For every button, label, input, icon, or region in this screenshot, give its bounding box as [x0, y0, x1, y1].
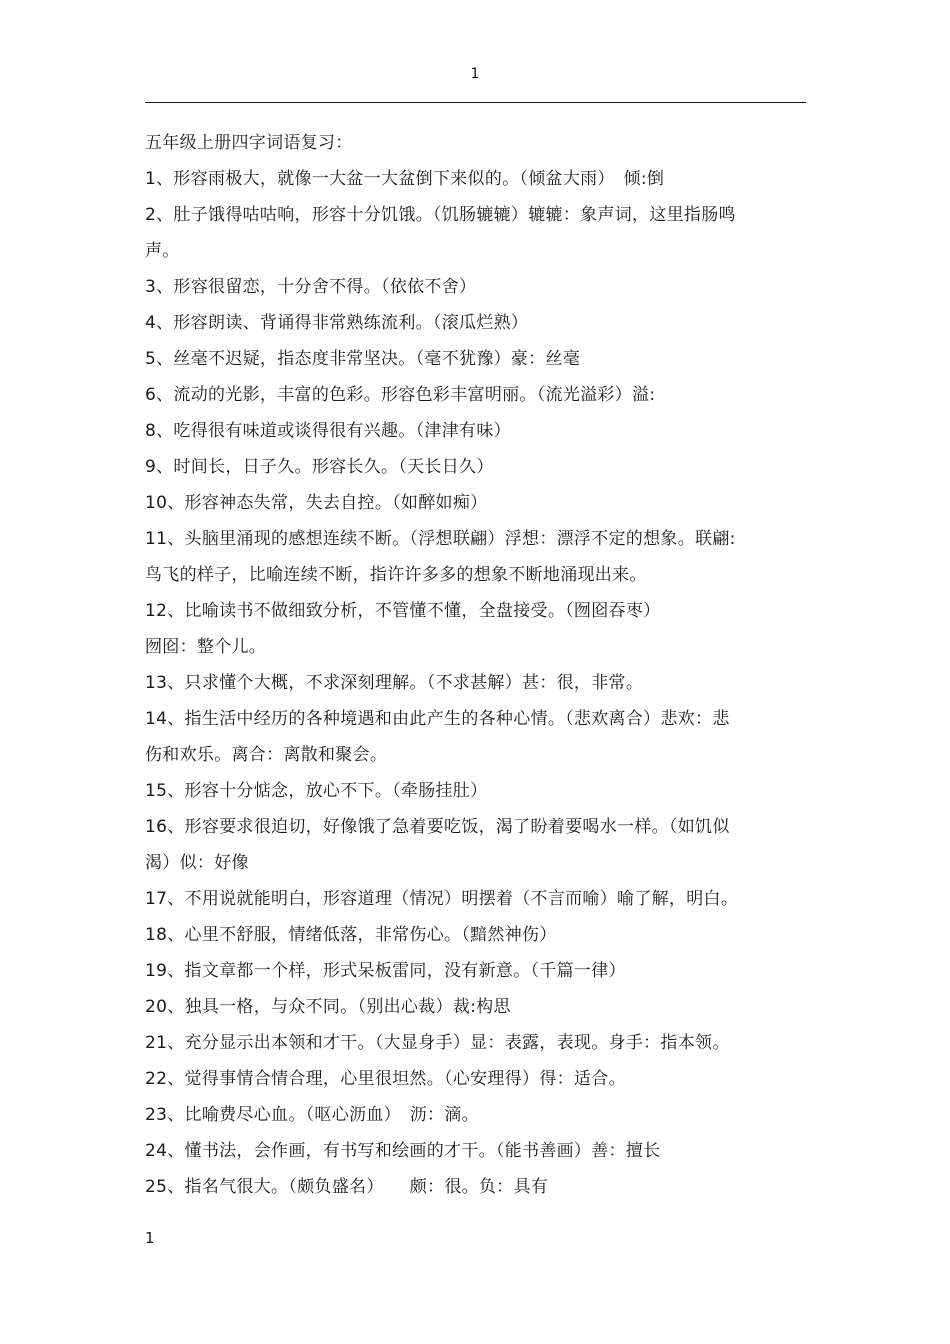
text-line: 4、形容朗读、背诵得非常熟练流利。（滚瓜烂熟）: [145, 313, 529, 333]
text-line: 渴）似：好像: [145, 853, 249, 873]
text-line: 鸟飞的样子，比喻连续不断，指许许多多的想象不断地涌现出来。: [145, 565, 647, 585]
header-page-number: 1: [470, 66, 480, 82]
text-line: 19、指文章都一个样，形式呆板雷同，没有新意。（千篇一律）: [145, 961, 626, 981]
text-line: 11、头脑里涌现的感想连续不断。（浮想联翩）浮想：漂浮不定的想象。联翩:: [145, 529, 736, 549]
text-line: 12、比喻读书不做细致分析，不管懂不懂，全盘接受。（囫囵吞枣）: [145, 601, 661, 621]
text-line: 8、吃得很有味道或谈得很有兴趣。（津津有味）: [145, 421, 511, 441]
text-line: 25、指名气很大。（颇负盛名） 颇：很。负：具有: [145, 1177, 549, 1197]
text-line: 10、形容神态失常，失去自控。（如醉如痴）: [145, 493, 488, 513]
text-line: 2、肚子饿得咕咕响，形容十分饥饿。（饥肠辘辘）辘辘：象声词，这里指肠鸣: [145, 205, 736, 225]
text-line: 3、形容很留恋，十分舍不得。（依依不舍）: [145, 277, 477, 297]
text-line: 6、流动的光影，丰富的色彩。形容色彩丰富明丽。（流光溢彩）溢:: [145, 385, 656, 405]
text-line: 18、心里不舒服，情绪低落，非常伤心。（黯然神伤）: [145, 925, 557, 945]
header-divider: [145, 102, 806, 103]
footer-page-number: 1: [145, 1229, 155, 1247]
text-line: 声。: [145, 241, 180, 261]
text-line: 22、觉得事情合情合理，心里很坦然。（心安理得）得：适合。: [145, 1069, 626, 1089]
text-line: 24、懂书法，会作画，有书写和绘画的才干。（能书善画）善：擅长: [145, 1141, 661, 1161]
text-line: 23、比喻费尽心血。（呕心沥血） 沥：滴。: [145, 1105, 479, 1125]
text-line: 20、独具一格，与众不同。（别出心裁）裁:构思: [145, 997, 511, 1017]
text-line: 囫囵：整个儿。: [145, 637, 267, 657]
text-line: 16、形容要求很迫切，好像饿了急着要吃饭，渴了盼着要喝水一样。（如饥似: [145, 817, 730, 837]
text-line: 5、丝毫不迟疑，指态度非常坚决。（毫不犹豫）豪：丝毫: [145, 349, 581, 369]
text-line: 伤和欢乐。离合：离散和聚会。: [145, 745, 388, 765]
text-line: 17、不用说就能明白，形容道理（情况）明摆着（不言而喻）喻了解，明白。: [145, 889, 739, 909]
text-line: 1、形容雨极大，就像一大盆一大盆倒下来似的。（倾盆大雨） 倾:倒: [145, 169, 665, 189]
text-line: 13、只求懂个大概，不求深刻理解。（不求甚解）甚：很，非常。: [145, 673, 644, 693]
text-line: 14、指生活中经历的各种境遇和由此产生的各种心情。（悲欢离合）悲欢：悲: [145, 709, 730, 729]
document-body: [145, 125, 810, 1205]
document-title: 五年级上册四字词语复习：: [145, 133, 353, 153]
text-line: 15、形容十分惦念，放心不下。（牵肠挂肚）: [145, 781, 488, 801]
text-line: 21、充分显示出本领和才干。（大显身手）显：表露，表现。身手：指本领。: [145, 1033, 730, 1053]
text-line: 9、时间长，日子久。形容长久。（天长日久）: [145, 457, 494, 477]
